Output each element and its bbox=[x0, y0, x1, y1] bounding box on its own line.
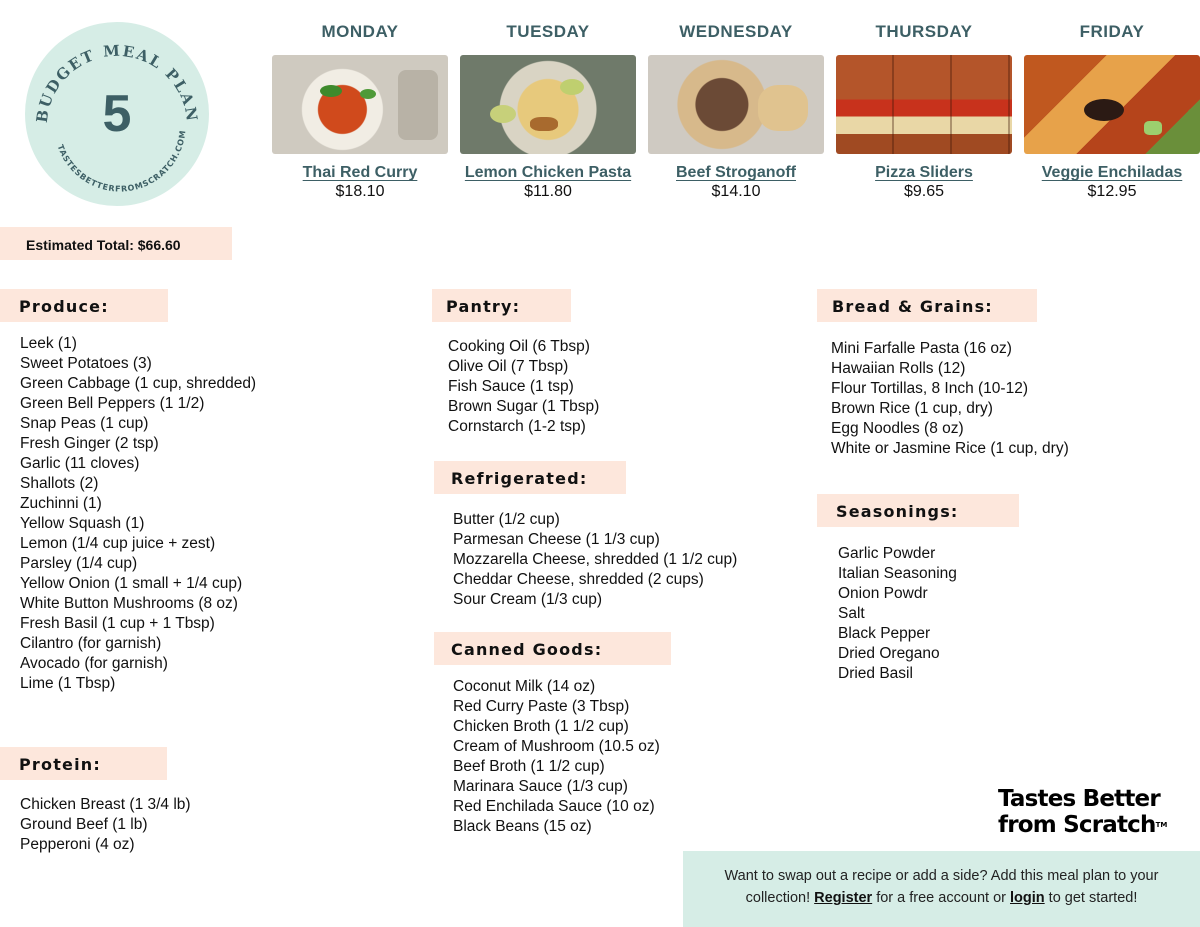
list-item: Dried Oregano bbox=[838, 645, 940, 662]
list-item: Sour Cream (1/3 cup) bbox=[453, 591, 603, 608]
recipe-link-beef-stroganoff[interactable]: Beef Stroganoff bbox=[676, 164, 796, 181]
list-item: Brown Rice (1 cup, dry) bbox=[831, 400, 993, 417]
list-item: Flour Tortillas, 8 Inch (10-12) bbox=[831, 380, 1028, 397]
cta-text: for a free account or bbox=[872, 890, 1011, 906]
list-item: Cilantro (for garnish) bbox=[20, 635, 162, 652]
list-item: Red Enchilada Sauce (10 oz) bbox=[453, 798, 655, 815]
day-name: TUESDAY bbox=[506, 22, 590, 41]
list-item: Green Cabbage (1 cup, shredded) bbox=[20, 375, 257, 392]
cta-banner bbox=[683, 851, 1200, 927]
category-heading-protein: Protein: bbox=[0, 747, 167, 780]
day-name: MONDAY bbox=[321, 22, 399, 41]
day-column-thursday bbox=[836, 0, 1012, 201]
day-name: WEDNESDAY bbox=[679, 22, 793, 41]
logo-trademark: TM bbox=[1155, 821, 1168, 829]
category-heading-seasonings: Seasonings: bbox=[817, 494, 1019, 527]
category-heading-refrigerated: Refrigerated: bbox=[434, 461, 626, 494]
svg-text:BUDGET MEAL PLAN: BUDGET MEAL PLAN bbox=[32, 41, 202, 124]
recipe-price: $12.95 bbox=[1087, 183, 1137, 200]
list-item: Sweet Potatoes (3) bbox=[20, 355, 152, 372]
list-item: Garlic (11 cloves) bbox=[20, 455, 140, 472]
cta-text: to get started! bbox=[1044, 890, 1138, 906]
list-item: Yellow Squash (1) bbox=[20, 515, 145, 532]
list-item: Lime (1 Tbsp) bbox=[20, 675, 116, 692]
protein-list bbox=[20, 795, 191, 855]
day-column-wednesday bbox=[648, 0, 824, 201]
bread-grains-list bbox=[831, 339, 1069, 459]
list-item: Fish Sauce (1 tsp) bbox=[448, 378, 574, 395]
list-item: Chicken Broth (1 1/2 cup) bbox=[453, 718, 629, 735]
list-item: Marinara Sauce (1/3 cup) bbox=[453, 778, 628, 795]
list-item: Hawaiian Rolls (12) bbox=[831, 360, 966, 377]
list-item: Beef Broth (1 1/2 cup) bbox=[453, 758, 605, 775]
category-heading-produce: Produce: bbox=[0, 289, 168, 322]
register-link[interactable]: Register bbox=[814, 890, 873, 906]
list-item: Parmesan Cheese (1 1/3 cup) bbox=[453, 531, 660, 548]
logo-line-1: Tastes Better bbox=[998, 786, 1160, 812]
recipe-price: $11.80 bbox=[524, 183, 572, 200]
list-item: Lemon (1/4 cup juice + zest) bbox=[20, 535, 216, 552]
day-column-friday bbox=[1024, 0, 1200, 201]
day-name: THURSDAY bbox=[875, 22, 973, 41]
recipe-price: $14.10 bbox=[711, 183, 761, 200]
brand-logo bbox=[998, 786, 1167, 838]
recipe-link-veggie-enchiladas[interactable]: Veggie Enchiladas bbox=[1041, 164, 1183, 181]
list-item: Onion Powdr bbox=[838, 585, 928, 602]
recipe-image-veggie-enchiladas[interactable] bbox=[1024, 55, 1200, 154]
recipe-price: $9.65 bbox=[903, 183, 945, 200]
list-item: Butter (1/2 cup) bbox=[453, 511, 560, 528]
list-item: Cream of Mushroom (10.5 oz) bbox=[453, 738, 660, 755]
list-item: Mini Farfalle Pasta (16 oz) bbox=[831, 340, 1012, 357]
svg-text:TASTESBETTERFROMSCRATCH.COM: TASTESBETTERFROMSCRATCH.COM bbox=[55, 129, 188, 194]
canned-goods-list bbox=[453, 677, 660, 837]
recipe-image-pizza-sliders[interactable] bbox=[836, 55, 1012, 154]
list-item: Italian Seasoning bbox=[838, 565, 957, 582]
category-heading-pantry: Pantry: bbox=[432, 289, 571, 322]
list-item: Chicken Breast (1 3/4 lb) bbox=[20, 796, 191, 813]
list-item: Ground Beef (1 lb) bbox=[20, 816, 148, 833]
list-item: Green Bell Peppers (1 1/2) bbox=[20, 395, 205, 412]
list-item: Dried Basil bbox=[838, 665, 913, 682]
recipe-image-lemon-chicken-pasta[interactable] bbox=[460, 55, 636, 154]
category-heading-canned-goods: Canned Goods: bbox=[434, 632, 671, 665]
list-item: White or Jasmine Rice (1 cup, dry) bbox=[831, 440, 1069, 457]
recipe-link-pizza-sliders[interactable]: Pizza Sliders bbox=[875, 164, 973, 181]
list-item: Black Pepper bbox=[838, 625, 931, 642]
list-item: Garlic Powder bbox=[838, 545, 936, 562]
day-name: FRIDAY bbox=[1079, 22, 1145, 41]
plan-number: 5 bbox=[102, 85, 132, 143]
list-item: Egg Noodles (8 oz) bbox=[831, 420, 964, 437]
list-item: Shallots (2) bbox=[20, 475, 99, 492]
list-item: Coconut Milk (14 oz) bbox=[453, 678, 596, 695]
pantry-list bbox=[448, 337, 599, 437]
meal-plan-badge bbox=[25, 22, 209, 206]
recipe-image-beef-stroganoff[interactable] bbox=[648, 55, 824, 154]
produce-list bbox=[20, 334, 256, 694]
day-column-tuesday bbox=[460, 0, 636, 201]
list-item: Olive Oil (7 Tbsp) bbox=[448, 358, 569, 375]
day-column-monday bbox=[272, 0, 448, 201]
list-item: Black Beans (15 oz) bbox=[453, 818, 592, 835]
cta-text: Want to swap out a recipe or add a side? Add this meal plan to your collection! bbox=[724, 868, 1159, 906]
estimated-total: Estimated Total: $66.60 bbox=[0, 227, 232, 260]
recipe-link-thai-red-curry[interactable]: Thai Red Curry bbox=[302, 164, 418, 181]
list-item: Cheddar Cheese, shredded (2 cups) bbox=[453, 571, 704, 588]
logo-line-2: from Scratch bbox=[998, 812, 1156, 838]
list-item: Brown Sugar (1 Tbsp) bbox=[448, 398, 600, 415]
list-item: Cooking Oil (6 Tbsp) bbox=[448, 338, 590, 355]
list-item: Snap Peas (1 cup) bbox=[20, 415, 149, 432]
list-item: Avocado (for garnish) bbox=[20, 655, 168, 672]
list-item: Mozzarella Cheese, shredded (1 1/2 cup) bbox=[453, 551, 738, 568]
list-item: Yellow Onion (1 small + 1/4 cup) bbox=[20, 575, 243, 592]
list-item: Pepperoni (4 oz) bbox=[20, 836, 135, 853]
list-item: White Button Mushrooms (8 oz) bbox=[20, 595, 238, 612]
list-item: Parsley (1/4 cup) bbox=[20, 555, 138, 572]
recipe-image-thai-red-curry[interactable] bbox=[272, 55, 448, 154]
refrigerated-list bbox=[453, 510, 737, 610]
category-heading-bread-grains: Bread & Grains: bbox=[817, 289, 1037, 322]
login-link[interactable]: login bbox=[1010, 890, 1045, 906]
list-item: Leek (1) bbox=[20, 335, 77, 352]
list-item: Red Curry Paste (3 Tbsp) bbox=[453, 698, 630, 715]
list-item: Fresh Ginger (2 tsp) bbox=[20, 435, 159, 452]
seasonings-list bbox=[838, 544, 957, 684]
list-item: Salt bbox=[838, 605, 865, 622]
list-item: Cornstarch (1-2 tsp) bbox=[448, 418, 586, 435]
list-item: Fresh Basil (1 cup + 1 Tbsp) bbox=[20, 615, 215, 632]
list-item: Zuchinni (1) bbox=[20, 495, 102, 512]
recipe-link-lemon-chicken-pasta[interactable]: Lemon Chicken Pasta bbox=[464, 164, 632, 181]
recipe-price: $18.10 bbox=[335, 183, 385, 200]
